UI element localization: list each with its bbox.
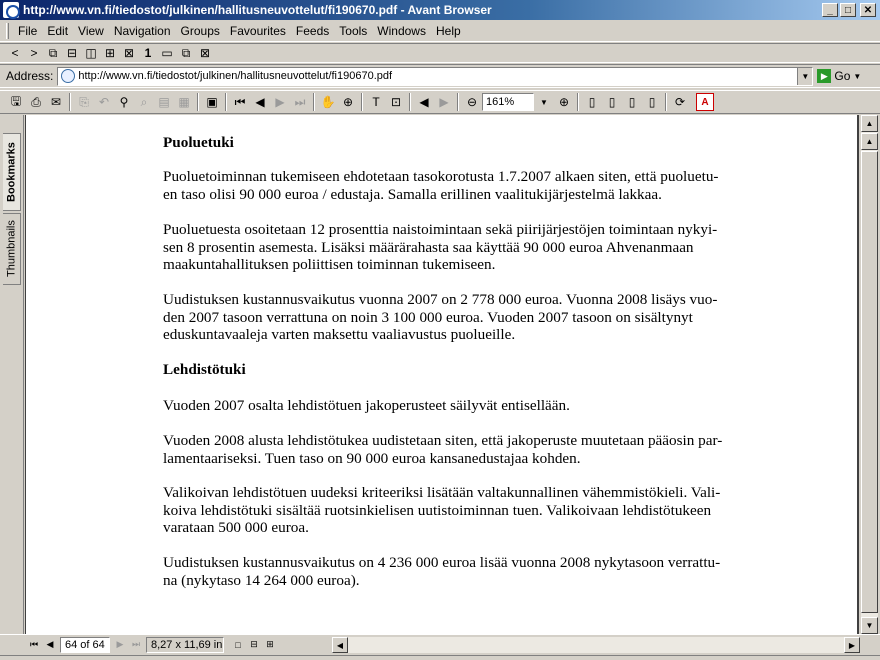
toolbar-separator [197, 93, 199, 111]
close-window-icon[interactable]: ⊠ [123, 46, 135, 60]
menu-windows[interactable]: Windows [377, 24, 426, 38]
pdf-status-bar [0, 634, 880, 654]
tile-grid-icon[interactable]: ⊞ [104, 46, 116, 60]
scroll-left-icon[interactable]: ◀ [332, 637, 348, 653]
fit-width-icon[interactable]: ▯ [628, 95, 636, 109]
scroll-up-icon[interactable]: ▲ [861, 133, 878, 150]
next-page-icon[interactable]: ▶ [116, 639, 124, 649]
first-page-icon[interactable]: ⏮ [29, 639, 39, 649]
paragraph [163, 554, 733, 589]
text-line: Puoluetoiminnan tukemiseen ehdotetaan tasokorotusta 1.7.2007 alkaen siten, että puoluetu- [163, 168, 719, 185]
zoom-input[interactable]: 161% [482, 93, 534, 111]
go-button[interactable] [817, 69, 861, 83]
chevron-down-icon[interactable]: ▼ [797, 68, 812, 85]
address-label: Address: [6, 69, 54, 83]
next-page-icon[interactable]: ▶ [275, 95, 285, 109]
zoom-plus-icon[interactable]: ⊕ [558, 95, 570, 109]
toolbar-separator [225, 93, 227, 111]
window-title: http://www.vn.fi/tiedostot/julkinen/hallitusneuvottelut/fi190670.pdf - Avant Browser [23, 3, 492, 17]
paragraph [163, 221, 733, 274]
attach-icon[interactable]: ▤ [158, 95, 170, 109]
menu-favourites[interactable]: Favourites [229, 24, 286, 38]
save-icon[interactable]: 🖫 [10, 93, 22, 108]
tab-bookmarks[interactable] [3, 133, 21, 211]
scroll-right-icon[interactable]: ▶ [844, 637, 860, 653]
tile-horizontal-icon[interactable]: ⊟ [66, 46, 78, 60]
go-arrow-icon: ▶ [817, 69, 831, 83]
toolbar-separator [361, 93, 363, 111]
zoom-in-icon[interactable]: ⊕ [342, 95, 354, 109]
toolbar-separator [457, 93, 459, 111]
address-url[interactable]: http://www.vn.fi/tiedostot/julkinen/hallitusneuvottelut/fi190670.pdf [78, 70, 393, 82]
single-page-icon[interactable]: □ [235, 639, 241, 650]
back-icon[interactable]: ◀ [419, 95, 429, 109]
paragraph [163, 397, 733, 415]
copy-icon[interactable]: ⎘ [79, 94, 89, 109]
minimize-button[interactable]: _ [822, 3, 838, 17]
menu-file[interactable]: File [18, 24, 38, 38]
last-page-icon[interactable]: ⏭ [294, 94, 306, 109]
side-tab-strip [0, 115, 24, 634]
text-line: na (nykytaso 14 264 000 euroa). [163, 571, 360, 589]
select-text-icon[interactable]: T [372, 95, 380, 109]
menu-edit[interactable]: Edit [47, 24, 69, 38]
text-line: Vuoden 2007 osalta lehdistötuen jakoperusteet säilyvät entisellään. [163, 397, 570, 414]
chevron-down-icon[interactable]: ▼ [540, 97, 548, 107]
text-line: Uudistuksen kustannusvaikutus vuonna 2007 on 2 778 000 euroa. Vuonna 2008 lisäys vuo- [163, 291, 718, 308]
menu-help[interactable]: Help [435, 24, 461, 38]
back-arrow-icon[interactable]: < [11, 46, 19, 60]
menu-view[interactable]: View [78, 24, 104, 38]
text-line: Uudistuksen kustannusvaikutus on 4 236 000 euroa lisää vuonna 2008 nykytasoon verrattu- [163, 554, 721, 571]
pages-icon[interactable]: ▦ [178, 95, 190, 109]
pdf-toolbar [0, 90, 880, 114]
chevron-down-icon[interactable]: ▼ [853, 71, 862, 81]
browser-logo-icon [3, 2, 19, 18]
hand-tool-icon[interactable]: ✋ [320, 95, 336, 109]
close-button[interactable]: ✕ [860, 3, 876, 17]
page-number-field[interactable]: 64 of 64 [60, 637, 110, 653]
last-page-icon[interactable]: ⏭ [131, 639, 141, 649]
search-icon[interactable]: ⚲ [119, 95, 129, 109]
menu-groups[interactable]: Groups [180, 24, 220, 38]
text-line: Valikoivan lehdistötuen uudeksi kriteeriksi lisätään valtakunnallinen vähemmistökieli. Vali- [163, 484, 721, 501]
section-heading-puoluetuki: Puoluetuki [163, 134, 234, 151]
cascade-windows-icon[interactable]: ⧉ [48, 45, 58, 60]
tab-bookmarks-label: Bookmarks [5, 142, 18, 202]
tab-thumbnails-label: Thumbnails [5, 220, 18, 278]
text-line: lamentaariseksi. Tuen taso on 90 000 euroa kansanedustajaa kohden. [163, 449, 581, 467]
text-line: Vuoden 2008 alusta lehdistötukea uudistetaan siten, että jakoperuste muutetaan pääosin par- [163, 432, 723, 449]
adobe-icon[interactable]: A [696, 93, 714, 111]
address-bar [0, 64, 880, 88]
print-icon[interactable]: ⎙ [31, 94, 41, 109]
text-line: den 2007 tasoon verrattuna on noin 3 100 000 euroa. Vuoden 2007 tasoon on sisältynyt [163, 308, 693, 326]
scroll-down-icon[interactable]: ▼ [861, 617, 878, 634]
menu-navigation[interactable]: Navigation [113, 24, 171, 38]
continuous-page-icon[interactable]: ⊟ [250, 639, 258, 649]
horizontal-scrollbar[interactable] [332, 637, 860, 653]
paragraph [163, 432, 733, 467]
toolbar-grip[interactable] [6, 23, 9, 39]
tile-vertical-icon[interactable]: ◫ [85, 46, 97, 60]
toolbar-separator [409, 93, 411, 111]
paragraph [163, 168, 733, 203]
page-icon [61, 69, 75, 83]
text-line: maakuntahallituksen poliittisen toiminnan tukemiseen. [163, 256, 496, 273]
minimize-all-icon[interactable]: ▭ [161, 46, 173, 60]
paragraph [163, 291, 733, 344]
page-size-field: 8,27 x 11,69 in [146, 637, 224, 653]
document-viewport[interactable] [25, 115, 859, 634]
restore-all-icon[interactable]: ⧉ [181, 45, 191, 60]
reflow-icon[interactable]: ▯ [648, 95, 656, 109]
text-line: Puoluetuesta osoitetaan 12 prosenttia naistoimintaan sekä piirijärjestöjen toimintaan nykyi- [163, 221, 718, 238]
scrollbar-thumb[interactable] [861, 151, 878, 613]
text-line: koiva lehdistötuki sisältää ruotsinkielisen uutistoiminnan tuen. Valikoivaan lehdistötukeen [163, 501, 712, 519]
menu-bar [0, 21, 880, 42]
snapshot-icon[interactable]: ⊡ [390, 95, 402, 109]
maximize-button[interactable]: □ [840, 3, 856, 17]
text-line: varataan 500 000 euroa. [163, 519, 309, 536]
navigation-toolbar [0, 43, 880, 63]
section-heading-lehdistotuki: Lehdistötuki [163, 361, 246, 378]
find-icon[interactable]: ⌕ [140, 94, 148, 109]
undo-icon[interactable]: ↶ [98, 95, 110, 109]
window-bottom-edge [0, 655, 880, 660]
menu-tools[interactable]: Tools [339, 24, 368, 38]
toolbar-separator [577, 93, 579, 111]
title-bar [0, 0, 880, 20]
fit-page-icon[interactable]: ▯ [608, 95, 616, 109]
go-label: Go [834, 69, 851, 83]
menu-feeds[interactable]: Feeds [295, 24, 330, 38]
text-line: eduskuntavaaleja varten maksettu vaaliavustus puolueille. [163, 326, 516, 343]
prev-page-icon[interactable]: ◀ [46, 639, 54, 649]
text-line: en taso olisi 90 000 euroa / edustaja. Samalla erillinen vaalitukijärjestelmä lakkaa. [163, 185, 662, 203]
zoom-out-icon[interactable]: ⊖ [466, 95, 478, 109]
close-all-icon[interactable]: ⊠ [199, 46, 211, 60]
text-line: sen 8 prosentin asemesta. Lisäksi määrärahasta saa käyttää 90 000 euroa Ahvenanmaan [163, 238, 694, 256]
prev-page-icon[interactable]: ◀ [255, 95, 265, 109]
vertical-scrollbar[interactable] [861, 115, 878, 634]
toolbar-separator [69, 93, 71, 111]
address-input[interactable] [57, 67, 813, 86]
paragraph [163, 484, 733, 537]
toolbar-separator [665, 93, 667, 111]
actual-size-icon[interactable]: ▯ [588, 95, 596, 109]
forward-arrow-icon[interactable]: > [30, 46, 38, 60]
tab-thumbnails[interactable] [3, 213, 21, 285]
facing-pages-icon[interactable]: ⊞ [266, 639, 274, 649]
first-page-icon[interactable]: ⏮ [234, 94, 246, 109]
single-window-icon[interactable]: 1 [144, 46, 152, 60]
email-icon[interactable]: ✉ [50, 95, 62, 109]
rotate-icon[interactable]: ⟳ [674, 95, 686, 109]
forward-icon[interactable]: ▶ [439, 95, 449, 109]
document-properties-icon[interactable]: ▣ [206, 95, 218, 109]
toolbar-separator [313, 93, 315, 111]
scroll-up-icon[interactable]: ▲ [861, 115, 878, 132]
